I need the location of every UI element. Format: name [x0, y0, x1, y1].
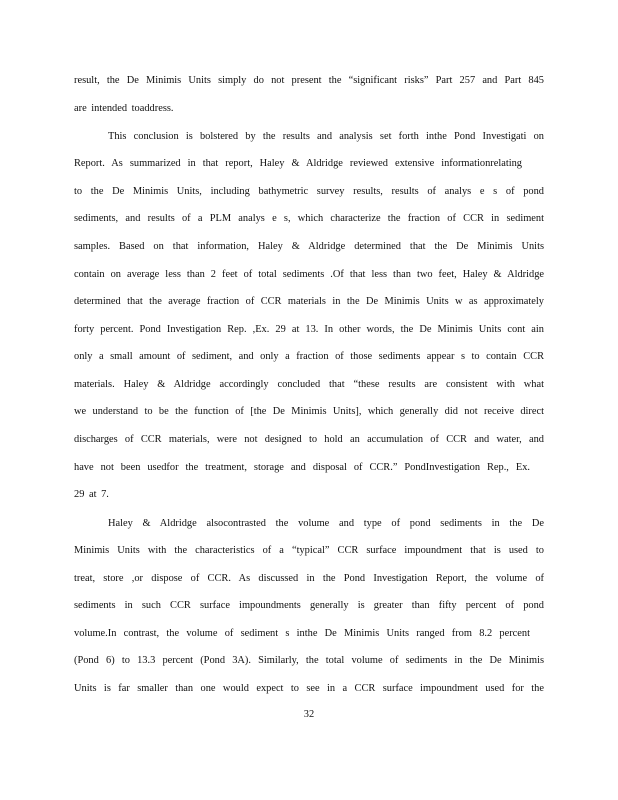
- page-number: 32: [303, 709, 315, 720]
- text-line: This conclusion is bolstered by the results and analysis set forth inthe Pond Investigati on: [108, 131, 544, 142]
- text-line: samples. Based on that information, Haley & Aldridge determined that the De Minimis Units: [74, 241, 544, 252]
- text-line: Report. As summarized in that report, Haley & Aldridge reviewed extensive informationrelating: [74, 158, 522, 169]
- text-line: are intended toaddress.: [74, 103, 174, 114]
- text-line: sediments in such CCR surface impoundments generally is greater than fifty percent of pond: [74, 600, 544, 611]
- text-line: Units is far smaller than one would expect to see in a CCR surface impoundment used for the: [74, 683, 544, 694]
- text-line: determined that the average fraction of CCR materials in the De Minimis Units w as approximately: [74, 296, 544, 307]
- text-line: have not been usedfor the treatment, storage and disposal of CCR.” PondInvestigation Rep., Ex.: [74, 462, 530, 473]
- text-line: we understand to be the function of [the De Minimis Units], which generally did not receive direct: [74, 406, 544, 417]
- text-line: treat, store ,or dispose of CCR. As discussed in the Pond Investigation Report, the volume of: [74, 573, 544, 584]
- text-line: contain on average less than 2 feet of total sediments .Of that less than two feet, Haley & Aldridge: [74, 269, 544, 280]
- text-line: only a small amount of sediment, and only a fraction of those sediments appear s to contain CCR: [74, 351, 544, 362]
- text-line: materials. Haley & Aldridge accordingly concluded that “these results are consistent with what: [74, 379, 544, 390]
- text-line: to the De Minimis Units, including bathymetric survey results, results of analys e s of pond: [74, 186, 544, 197]
- text-line: volume.In contrast, the volume of sediment s inthe De Minimis Units ranged from 8.2 percent: [74, 628, 530, 639]
- text-line: sediments, and results of a PLM analys e s, which characterize the fraction of CCR in sediment: [74, 213, 544, 224]
- text-line: discharges of CCR materials, were not designed to hold an accumulation of CCR and water, and: [74, 434, 544, 445]
- text-line: result, the De Minimis Units simply do not present the “significant risks” Part 257 and Part 845: [74, 75, 544, 86]
- text-line: forty percent. Pond Investigation Rep. ,Ex. 29 at 13. In other words, the De Minimis Units cont ain: [74, 324, 544, 335]
- text-line: (Pond 6) to 13.3 percent (Pond 3A). Similarly, the total volume of sediments in the De Minimis: [74, 655, 544, 666]
- text-line: 29 at 7.: [74, 489, 109, 500]
- text-line: Minimis Units with the characteristics of a “typical” CCR surface impoundment that is used to: [74, 545, 544, 556]
- text-line: Haley & Aldridge alsocontrasted the volume and type of pond sediments in the De: [108, 518, 544, 529]
